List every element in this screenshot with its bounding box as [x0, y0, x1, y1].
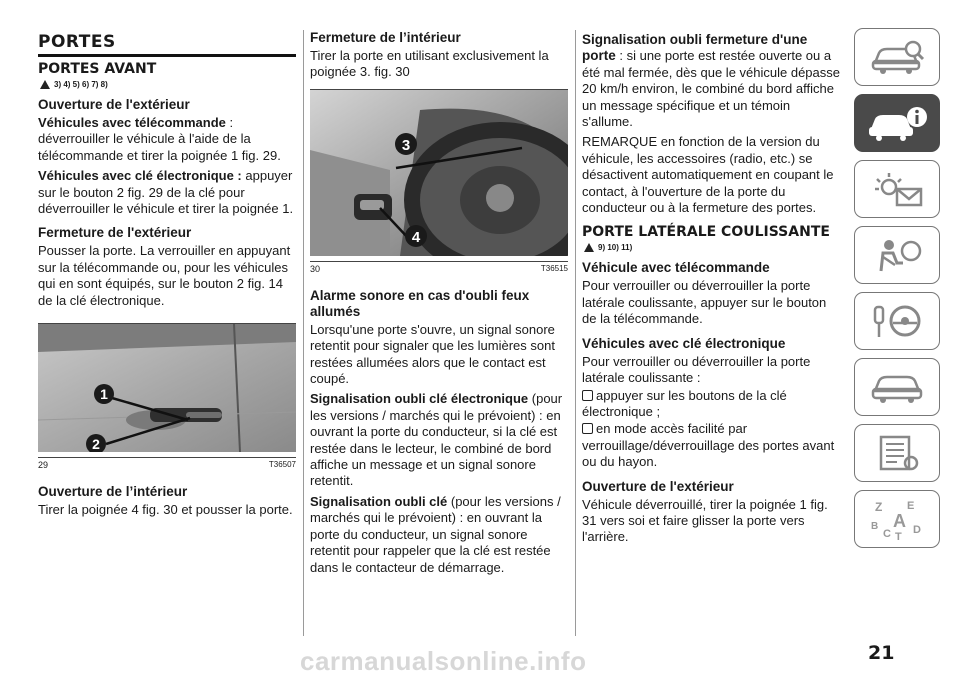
column-3: [582, 26, 840, 550]
paragraph-key-forgot: [310, 391, 568, 489]
bullet-item: [582, 388, 840, 421]
chapter-tabs: [854, 28, 940, 556]
heading-int-opening: Ouverture de l’intérieur: [38, 484, 188, 500]
warning-icon: [584, 243, 594, 252]
car-service-icon: [867, 367, 927, 407]
index-letter: Z: [875, 500, 883, 514]
figure-30: [310, 89, 568, 262]
paragraph-remote: [38, 115, 296, 164]
airbag-icon: [867, 235, 927, 275]
steering-key-icon: [867, 301, 927, 341]
callout-4: 4: [411, 228, 421, 246]
subsection-title: PORTES AVANT: [38, 61, 157, 77]
page-number: 21: [868, 642, 895, 664]
bullet-text: en mode accès facilité par verrouillage/déverrouillage des portes avant ou du hayon.: [582, 421, 835, 470]
figure-number: 30: [310, 263, 321, 274]
section-title: PORTES: [38, 32, 116, 52]
heading-ext-opening: Ouverture de l'extérieur: [582, 478, 734, 494]
interior-door-photo: [310, 90, 568, 261]
warning-refs-text: 3) 4) 5) 6) 7) 8): [54, 80, 108, 89]
figure-code: T36507: [268, 460, 296, 470]
index-letter: T: [895, 531, 902, 541]
warning-icon: [40, 80, 50, 89]
key-text: appuyer sur le bouton 2 fig. 29 de la clé pour déverrouiller le véhicule et tirer la poignée 1.: [38, 168, 294, 217]
index-letter: E: [907, 500, 915, 512]
tab-car-service[interactable]: [854, 358, 940, 416]
bullet-box-icon: [582, 423, 593, 434]
paragraph-key: [38, 168, 296, 217]
paragraph-remarque: REMARQUE en fonction de la version du véhicule, les accessoires (radio, etc.) se désactivent automatiquement en coupant le contact, à l'ouverture de la porte du conducteur ou à la fermeture des portes.: [582, 134, 834, 216]
figure-code: T36515: [540, 263, 568, 273]
key-forgot-label: Signalisation oubli clé électronique: [310, 391, 529, 407]
paragraph-remote: Pour verrouiller ou déverrouiller la porte latérale coulissante, appuyer sur le bouton de la télécommande.: [582, 278, 827, 327]
warning-refs: [584, 243, 840, 252]
tab-car-search[interactable]: [854, 28, 940, 86]
tab-steering-key[interactable]: [854, 292, 940, 350]
key-label: Véhicules avec clé électronique :: [38, 168, 242, 184]
paragraph-door-open: [582, 32, 840, 130]
column-1: [38, 26, 296, 522]
paragraph-ext-closing: Pousser la porte. La verrouiller en appuyant sur la télécommande ou, pour les véhicules qui en sont équipés, sur le bouton 2 fig. 14 de la clé électronique.: [38, 243, 291, 308]
remote-text: : déverrouiller le véhicule à l'aide de la télécommande et tirer la poignée 1 fig. 29.: [38, 115, 281, 163]
index-letter: C: [883, 528, 891, 540]
heading-int-closing: Fermeture de l’intérieur: [310, 30, 461, 45]
section-title-sliding: PORTE LATÉRALE COULISSANTE: [582, 224, 830, 241]
tab-index[interactable]: [854, 490, 940, 548]
figure-29: [38, 323, 296, 458]
bullet-text: appuyer sur les boutons de la clé électronique ;: [582, 387, 787, 419]
callout-2: 2: [92, 436, 100, 453]
paragraph-key: Pour verrouiller ou déverrouiller la porte latérale coulissante :: [582, 353, 811, 386]
tab-car-info[interactable]: [854, 94, 940, 152]
tab-warning-lights[interactable]: [854, 160, 940, 218]
bullet-item: [582, 421, 840, 470]
paragraph-alarm: Lorsqu'une porte s'ouvre, un signal sonore retentit pour signaler que les lumières sont restées allumées alors que le contact est coupé.: [310, 321, 555, 387]
door-open-text: : si une porte est restée ouverte ou a été mal fermée, dès que le véhicule dépasse 20 km/h environ, le combiné du bord affiche un message spécifique et un témoin s'allume.: [582, 48, 840, 130]
section-rule: [38, 54, 296, 57]
column-2: [310, 26, 568, 580]
index-letter: A: [893, 511, 906, 531]
paragraph-ext-opening: Véhicule déverrouillé, tirer la poignée 1 fig. 31 vers soi et faire glisser la porte vers l'arrière.: [582, 496, 828, 545]
index-icon: [865, 497, 929, 541]
index-letter: B: [871, 521, 879, 532]
paragraph-int-closing: Tirer la porte en utilisant exclusivement la poignée 3. fig. 30: [310, 48, 549, 80]
key-forgot-text: (pour les versions / marchés qui le prévoient) : en ouvrant la porte du conducteur, si la clé est restée dans le lecteur, le combiné de bord affiche un message et un signal sonore retentit.: [310, 391, 563, 489]
tab-technical-data[interactable]: [854, 424, 940, 482]
figure-30-caption: [310, 264, 568, 274]
car-info-icon: [865, 103, 929, 143]
figure-number: 29: [38, 460, 49, 471]
callout-3: 3: [401, 136, 411, 154]
heading-ext-opening: Ouverture de l'extérieur: [38, 97, 190, 112]
column-separator: [575, 30, 576, 636]
paragraph-key-forgot-2: [310, 494, 568, 576]
warning-refs-text: 9) 10) 11): [598, 243, 633, 253]
tab-airbag[interactable]: [854, 226, 940, 284]
car-search-icon: [867, 37, 927, 77]
heading-alarm: Alarme sonore en cas d'oubli feux allumés: [310, 287, 530, 319]
warning-lights-icon: [867, 169, 927, 209]
index-letter: D: [913, 524, 921, 536]
warning-refs: [40, 80, 296, 89]
watermark: carmanualsonline.info: [300, 646, 587, 676]
heading-key: Véhicules avec clé électronique: [582, 335, 786, 351]
door-open-label: Signalisation oubli fermeture d'une porte: [582, 32, 808, 64]
column-separator: [303, 30, 304, 636]
callout-1: 1: [100, 386, 108, 403]
technical-data-icon: [867, 433, 927, 473]
key-forgot2-label: Signalisation oubli clé: [310, 493, 448, 509]
bullet-box-icon: [582, 390, 593, 401]
door-handle-photo: [38, 324, 296, 457]
heading-ext-closing: Fermeture de l'extérieur: [38, 225, 192, 241]
remote-label: Véhicules avec télécommande: [38, 115, 226, 130]
key-forgot2-text: (pour les versions / marchés qui le prévoient) : en ouvrant la porte du conducteur, un signal sonore retentit pour rappeler que la clé est restée dans le contacteur de démarrage.: [310, 493, 561, 575]
paragraph-int-opening: Tirer la poignée 4 fig. 30 et pousser la porte.: [38, 502, 293, 518]
figure-29-caption: [38, 460, 296, 470]
heading-remote: Véhicule avec télécommande: [582, 260, 770, 276]
